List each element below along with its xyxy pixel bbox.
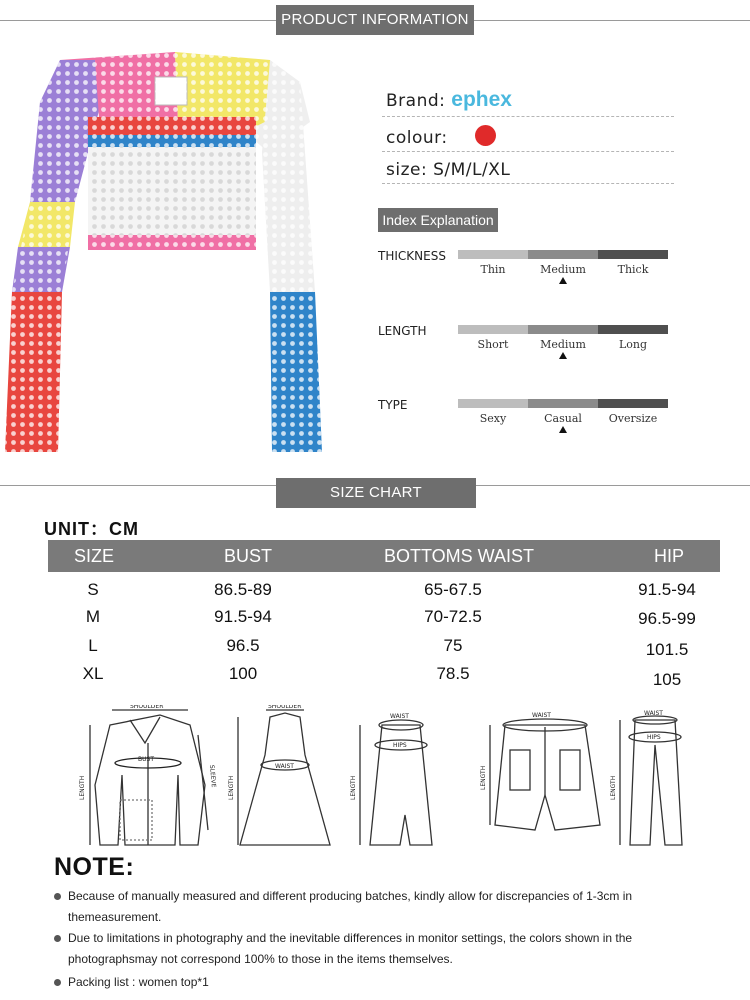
- section-title-product-info: PRODUCT INFORMATION: [276, 5, 474, 35]
- product-image: [0, 42, 372, 462]
- note-bullet-1: [54, 893, 61, 900]
- label-shoulder-dress: SHOULDER: [268, 705, 302, 710]
- header-bottoms-waist: BOTTOMS WAIST: [384, 546, 535, 566]
- label-length-pants: LENGTH: [610, 775, 617, 800]
- label-waist-skirt: WAIST: [390, 713, 409, 720]
- index-option-label: Casual: [544, 412, 582, 425]
- divider-mid-right: [476, 485, 750, 486]
- size-cell: 91.5-94: [214, 607, 272, 626]
- label-waist-pants: WAIST: [644, 710, 663, 717]
- brand-logo: ephex: [451, 88, 512, 111]
- index-label-thickness: THICKNESS: [378, 249, 446, 263]
- index-scale-segment: [458, 325, 528, 334]
- index-option-label: Long: [618, 338, 648, 351]
- header-size: SIZE: [74, 546, 115, 566]
- index-scale-segment: [598, 325, 668, 334]
- index-scale-segment: [458, 250, 528, 259]
- index-option-label: Sexy: [479, 412, 507, 425]
- brand-label: Brand:: [386, 91, 446, 111]
- size-table-header: [48, 540, 720, 572]
- label-bust: BUST: [138, 756, 154, 763]
- colour-swatch: [475, 125, 496, 146]
- divider-top-left: [0, 20, 276, 21]
- size-divider: [382, 183, 674, 184]
- brand-row: [386, 88, 512, 112]
- colour-row: [386, 125, 496, 148]
- index-selected-marker: [559, 277, 567, 284]
- size-cell: 100: [228, 664, 258, 683]
- header-hip: HIP: [654, 546, 685, 566]
- index-explanation-title: Index Explanation: [378, 208, 498, 232]
- label-hips-skirt: HIPS: [393, 742, 407, 749]
- header-bust: BUST: [224, 546, 273, 566]
- index-option-label: Oversize: [608, 412, 658, 425]
- index-selected-marker: [559, 426, 567, 433]
- label-length-skirt: LENGTH: [350, 775, 357, 800]
- size-cell: 65-67.5: [424, 580, 482, 599]
- size-cell: 96.5: [226, 636, 260, 655]
- size-cell: 78.5: [436, 664, 470, 683]
- index-scale-segment: [598, 250, 668, 259]
- index-scale-segment: [528, 325, 598, 334]
- index-scale-segment: [528, 250, 598, 259]
- size-row: size: S/M/L/XL: [386, 160, 511, 180]
- size-cell: 96.5-99: [638, 609, 696, 628]
- size-cell: XL: [82, 664, 104, 683]
- brand-divider: [382, 116, 674, 117]
- size-cell: 101.5: [645, 640, 689, 659]
- size-cell: 105: [652, 670, 682, 689]
- index-label-type: TYPE: [378, 398, 408, 412]
- note-bullet-3: [54, 979, 61, 986]
- note-item-1: Because of manually measured and different producing batches, kindly allow for discrepancies of 1-3cm in themeasurement.: [68, 889, 633, 924]
- index-scale-segment: [528, 399, 598, 408]
- size-cell: 70-72.5: [424, 607, 482, 626]
- label-sleeve: SLEEVE: [208, 764, 217, 788]
- section-title-size-chart: SIZE CHART: [276, 478, 476, 508]
- index-scale-segment: [458, 399, 528, 408]
- index-option-label: Thick: [617, 263, 649, 276]
- note-item-3: Packing list : women top*1: [68, 975, 209, 989]
- label-length-dress: LENGTH: [228, 775, 235, 800]
- label-length-shorts: LENGTH: [480, 765, 487, 790]
- index-scale-segment: [598, 399, 668, 408]
- size-cell: 91.5-94: [638, 580, 696, 599]
- size-cell: L: [88, 636, 98, 655]
- measurement-diagrams: [70, 705, 720, 855]
- size-cell: 75: [443, 636, 463, 655]
- size-cell: M: [85, 607, 101, 626]
- size-cell: S: [87, 580, 99, 599]
- unit-label: UNIT：CM: [44, 519, 139, 539]
- index-option-label: Medium: [540, 263, 586, 276]
- label-shoulder: SHOULDER: [130, 705, 164, 710]
- colour-divider: [382, 151, 674, 152]
- index-label-length: LENGTH: [378, 324, 427, 338]
- index-option-label: Thin: [480, 263, 506, 276]
- label-hips-pants: HIPS: [647, 734, 661, 741]
- label-waist-shorts: WAIST: [532, 712, 551, 719]
- note-title: NOTE:: [54, 853, 135, 881]
- colour-label: colour:: [386, 128, 448, 148]
- divider-top-right: [474, 20, 750, 21]
- note-item-2: Due to limitations in photography and the inevitable differences in monitor settings, the colors shown in the photographsmay not correspond 100% to those in the items themselves.: [68, 931, 633, 966]
- index-selected-marker: [559, 352, 567, 359]
- label-waist-dress: WAIST: [275, 763, 294, 770]
- label-length-jacket: LENGTH: [79, 775, 86, 800]
- index-option-label: Short: [477, 338, 509, 351]
- index-option-label: Medium: [540, 338, 586, 351]
- divider-mid-left: [0, 485, 276, 486]
- size-cell: 86.5-89: [214, 580, 272, 599]
- note-bullet-2: [54, 935, 61, 942]
